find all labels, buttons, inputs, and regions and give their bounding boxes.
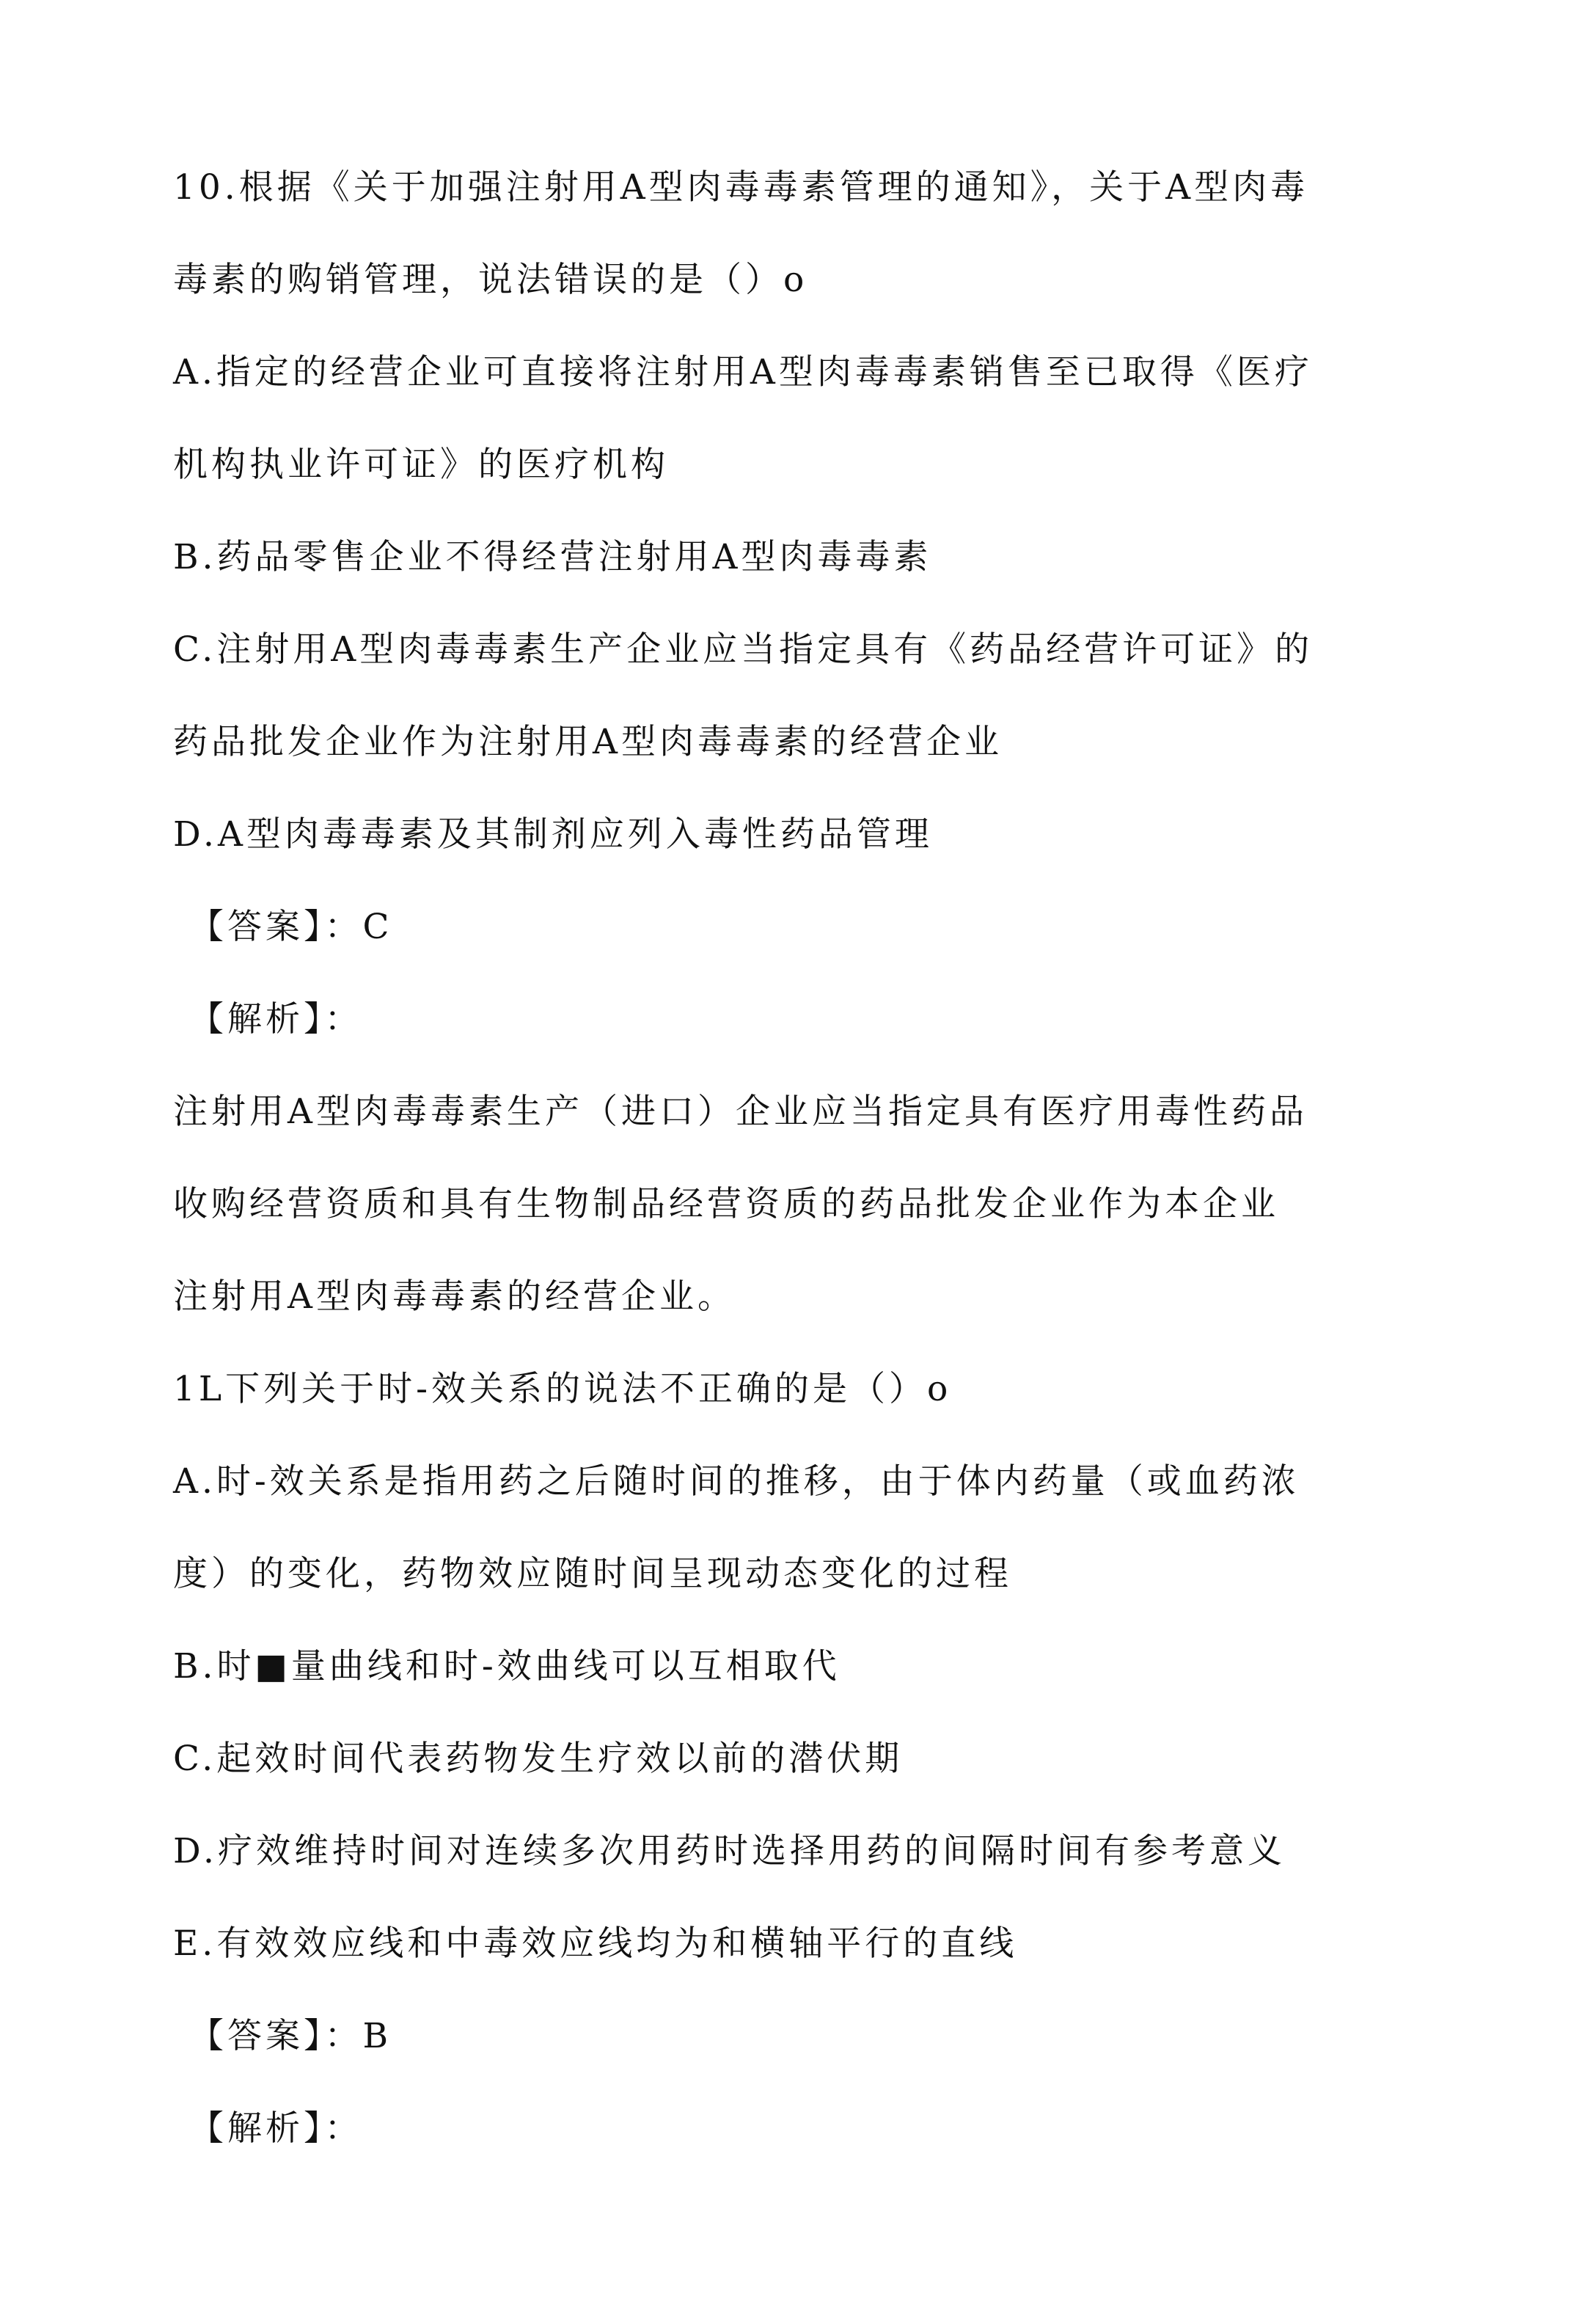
q10-option-b: B.药品零售企业不得经营注射用A型肉毒毒素 (173, 537, 932, 577)
q11-stem: 1L下列关于时-效关系的说法不正确的是（）o (173, 1369, 952, 1409)
q10-stem-line-1: 10.根据《关于加强注射用A型肉毒毒素管理的通知》，关于A型肉毒 (173, 167, 1309, 208)
q11-option-e: E.有效效应线和中毒效应线均为和横轴平行的直线 (173, 1923, 1018, 1964)
q11-option-c: C.起效时间代表药物发生疗效以前的潜伏期 (173, 1739, 904, 1779)
q10-analysis-line-1: 注射用A型肉毒毒素生产（进口）企业应当指定具有医疗用毒性药品 (173, 1092, 1308, 1132)
q11-answer: 【答案】：B (189, 2016, 392, 2056)
q10-option-d: D.A型肉毒毒素及其制剂应列入毒性药品管理 (173, 814, 933, 855)
q10-option-a-line-1: A.指定的经营企业可直接将注射用A型肉毒毒素销售至已取得《医疗 (173, 352, 1313, 392)
q10-analysis-line-2: 收购经营资质和具有生物制品经营资质的药品批发企业作为本企业 (173, 1184, 1279, 1224)
q10-answer: 【答案】：C (189, 907, 393, 947)
q10-stem-line-2: 毒素的购销管理，说法错误的是（）o (173, 260, 808, 300)
q11-option-a-line-2: 度）的变化，药物效应随时间呈现动态变化的过程 (173, 1554, 1012, 1594)
q10-option-a-line-2: 机构执业许可证》的医疗机构 (173, 445, 669, 485)
q11-analysis-label: 【解析】： (189, 2108, 363, 2149)
q11-option-b: B.时■量曲线和时-效曲线可以互相取代 (173, 1646, 841, 1687)
q10-option-c-line-2: 药品批发企业作为注射用A型肉毒毒素的经营企业 (173, 722, 1003, 762)
q10-analysis-line-3: 注射用A型肉毒毒素的经营企业。 (173, 1276, 736, 1317)
q10-analysis-label: 【解析】： (189, 999, 363, 1039)
q11-option-d: D.疗效维持时间对连续多次用药时选择用药的间隔时间有参考意义 (173, 1831, 1286, 1871)
q10-option-c-line-1: C.注射用A型肉毒毒素生产企业应当指定具有《药品经营许可证》的 (173, 629, 1314, 670)
q11-option-a-line-1: A.时-效关系是指用药之后随时间的推移，由于体内药量（或血药浓 (173, 1461, 1300, 1502)
